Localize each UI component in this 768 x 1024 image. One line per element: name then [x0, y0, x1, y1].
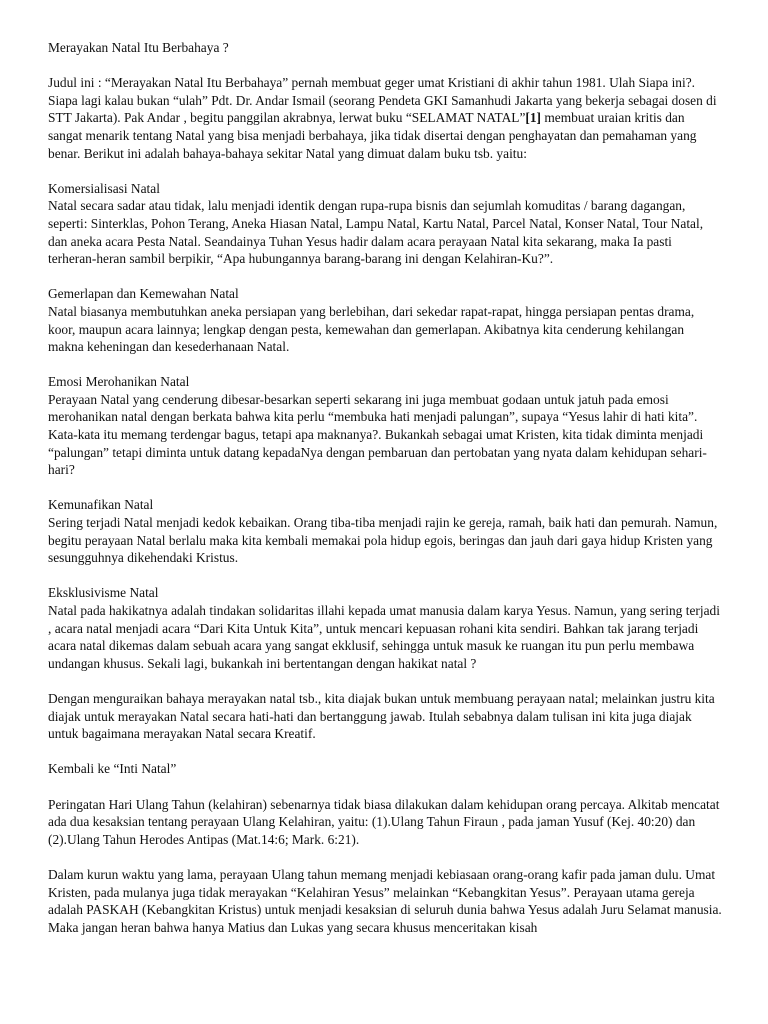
- section-body: Sering terjadi Natal menjadi kedok kebaikan. Orang tiba-tiba menjadi rajin ke gereja, ramah, baik hati dan pemurah. Namun, begitu perayaan Natal berlalu maka kita kembali memakai pola hidup egois, beringas dan jauh dari gaya hidup Kristen yang sesungguhnya dikehendaki Kristus.: [48, 515, 718, 566]
- intro-text-2: membuat uraian kritis dan sangat menarik tentang Natal yang bisa menjadi berbahaya, jika tidak disertai dengan penghayatan dan pemahaman yang benar. Berikut ini adalah bahaya-bahaya sekitar Natal yang dimuat dalam buku tsb. yaitu:: [48, 110, 697, 161]
- section-body: Perayaan Natal yang cenderung dibesar-besarkan seperti sekarang ini juga membuat godaan untuk jatuh pada emosi merohanikan natal dengan berkata bahwa kita perlu “membuka hati menjadi palungan”, supaya “Yesus lahir di hati kita”. Kata-kata itu memang terdengar bagus, tetapi apa maknanya?. Bukankah sebagai umat Kristen, kita tidak diminta menjadi “palungan” tetapi diminta untuk datang kepadaNya dengan pembaruan dan pertobatan yang nyata dalam kehidupan sehari-hari?: [48, 391, 707, 478]
- section-emosi: [48, 373, 722, 479]
- section-heading: Gemerlapan dan Kemewahan Natal: [48, 286, 239, 302]
- section-heading: Komersialisasi Natal: [48, 180, 160, 196]
- section-komersialisasi: [48, 180, 722, 268]
- intro-paragraph: [48, 74, 722, 162]
- section-body: Natal pada hakikatnya adalah tindakan solidaritas illahi kepada umat manusia dalam karya Yesus. Namun, yang sering terjadi , acara natal menjadi acara “Dari Kita Untuk Kita”, untuk mencari kepuasan rohani kita sendiri. Bahkan tak jarang terjadi acara natal dikemas dalam sebuah acara yang sangat ekklusif, sehingga untuk masuk ke ruangan itu pun perlu membawa undangan khusus. Sekali lagi, bukankah ini bertentangan dengan hakikat natal ?: [48, 603, 720, 671]
- section-gemerlapan: [48, 285, 722, 355]
- footnote-link[interactable]: [1]: [525, 110, 542, 126]
- subheading: Kembali ke “Inti Natal”: [48, 761, 177, 777]
- section-body: Natal biasanya membutuhkan aneka persiapan yang berlebihan, dari sekedar rapat-rapat, hingga persiapan pentas drama, koor, maupun acara lainnya; lengkap dengan pesta, kemewahan dan gemerlapan. Akibatnya kita cenderung kehilangan makna keheningan dan kesederhanaan Natal.: [48, 303, 695, 355]
- section-heading: Eksklusivisme Natal: [48, 585, 159, 601]
- conclusion-paragraph: Dengan menguraikan bahaya merayakan natal tsb., kita diajak bukan untuk membuang perayaan natal; melainkan justru kita diajak untuk merayakan Natal secara hati-hati dan bertanggung jawab. Itulah sebabnya dalam tulisan ini kita juga diajak untuk bagaimana merayakan Natal secara Kreatif.: [48, 690, 715, 742]
- section-body: Natal secara sadar atau tidak, lalu menjadi identik dengan rupa-rupa bisnis dan sejumlah komuditas / barang dagangan, seperti: Sinterklas, Pohon Terang, Aneka Hiasan Natal, Lampu Natal, Kartu Natal, Parcel Natal, Konser Natal, Tour Natal, dan aneka acara Pesta Natal. Seandainya Tuhan Yesus hadir dalam acara perayaan Natal kita sekarang, maka Ia pasti terheran-heran sambil berpikir, “Apa hubungannya barang-barang ini dengan Kelahiran-Ku?”.: [48, 198, 704, 267]
- birthday-paragraph: Peringatan Hari Ulang Tahun (kelahiran) sebenarnya tidak biasa dilakukan dalam kehidupan orang percaya. Alkitab mencatat ada dua kesaksian tentang perayaan Ulang Kelahiran, yaitu: (1).Ulang Tahun Firaun , pada jaman Yusuf (Kej. 40:20) dan (2).Ulang Tahun Herodes Antipas (Mat.14:6; Mark. 6:21).: [48, 796, 720, 847]
- section-eksklusivisme: [48, 584, 722, 672]
- section-kemunafikan: [48, 496, 722, 566]
- section-heading: Kemunafikan Natal: [48, 497, 154, 513]
- intro-text-1: Judul ini : “Merayakan Natal Itu Berbahaya” pernah membuat geger umat Kristiani di akhir tahun 1981. Ulah Siapa ini?. Siapa lagi kalau bukan “ulah” Pdt. Dr. Andar Ismail (seorang Pendeta GKI Samanhudi Jakarta yang bekerja sebagai dosen di STT Jakarta). Pak Andar , begitu panggilan akrabnya, lerwat buku “SELAMAT NATAL”: [48, 75, 717, 126]
- document-title: Merayakan Natal Itu Berbahaya ?: [48, 40, 229, 55]
- section-heading: Emosi Merohanikan Natal: [48, 374, 190, 390]
- history-paragraph: Dalam kurun waktu yang lama, perayaan Ulang tahun memang menjadi kebiasaan orang-orang kafir pada jaman dulu. Umat Kristen, pada mulanya juga tidak merayakan “Kelahiran Yesus” melainkan “Kebangkitan Yesus”. Perayaan utama gereja adalah PASKAH (Kebangkitan Kristus) untuk menjadi kesaksian di seluruh dunia bahwa Yesus adalah Juru Selamat manusia. Maka jangan heran bahwa hanya Matius dan Lukas yang secara khusus menceritakan kisah: [48, 866, 722, 935]
